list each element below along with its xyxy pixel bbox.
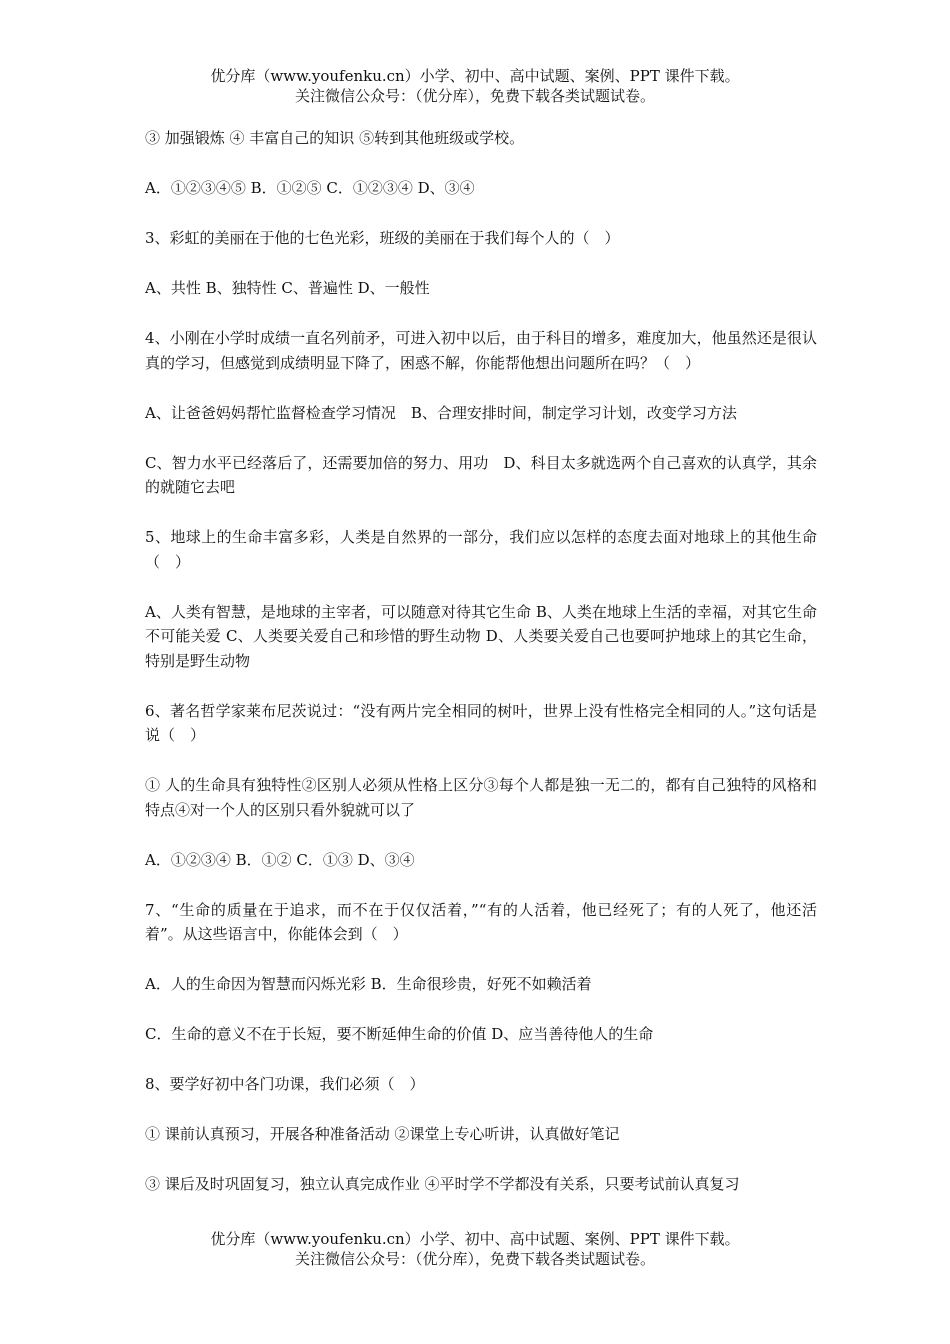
paragraph: C、智力水平已经落后了，还需要加倍的努力、用功 D、科目太多就选两个自己喜欢的认真学，其余的就随它去吧 [145, 453, 817, 496]
paragraph: A、共性 B、独特性 C、普遍性 D、一般性 [145, 279, 430, 297]
question-5: 5、地球上的生命丰富多彩，人类是自然界的一部分，我们应以怎样的态度去面对地球上的其他生命（ ） [145, 528, 817, 571]
footer-line-1: 优分库（www.youfenku.cn）小学、初中、高中试题、案例、PPT 课件下载。 [210, 1230, 740, 1248]
document-body [145, 126, 817, 1222]
paragraph: A、人类有智慧，是地球的主宰者，可以随意对待其它生命 B、人类在地球上生活的幸福，对其它生命不可能关爱 C、人类要关爱自己和珍惜的野生动物 D、人类要关爱自己也要呵护地球上的其它生命，特别是野生动物 [145, 602, 817, 670]
question-4: 4、小刚在小学时成绩一直名列前矛，可进入初中以后，由于科目的增多，难度加大，他虽然还是很认真的学习，但感觉到成绩明显下降了，困惑不解，你能帮他想出问题所在吗？（ ） [145, 329, 817, 372]
page-header [0, 66, 950, 106]
footer-line-2: 关注微信公众号：（优分库），免费下载各类试题试卷。 [294, 1250, 655, 1268]
question-7: 7、“生命的质量在于追求，而不在于仅仅活着，”“有的人活着，他已经死了；有的人死了，他还活着”。从这些语言中，你能体会到（ ） [145, 900, 817, 943]
paragraph: A．人的生命因为智慧而闪烁光彩 B．生命很珍贵，好死不如赖活着 [145, 975, 592, 993]
question-3: 3、彩虹的美丽在于他的七色光彩，班级的美丽在于我们每个人的（ ） [145, 229, 620, 247]
paragraph: ① 人的生命具有独特性②区别人必须从性格上区分③每个人都是独一无二的，都有自己独特的风格和特点④对一个人的区别只看外貌就可以了 [145, 776, 817, 819]
paragraph: C．生命的意义不在于长短，要不断延伸生命的价值 D、应当善待他人的生命 [145, 1025, 654, 1043]
question-6: 6、著名哲学家莱布尼茨说过：“没有两片完全相同的树叶，世界上没有性格完全相同的人。”这句话是说（ ） [145, 701, 817, 744]
paragraph: ③ 课后及时巩固复习，独立认真完成作业 ④平时学不学都没有关系，只要考试前认真复习 [145, 1175, 740, 1193]
paragraph: A、让爸爸妈妈帮忙监督检查学习情况 B、合理安排时间，制定学习计划，改变学习方法 [145, 403, 737, 422]
header-line-1: 优分库（www.youfenku.cn）小学、初中、高中试题、案例、PPT 课件下载。 [210, 67, 740, 85]
header-line-2: 关注微信公众号：（优分库），免费下载各类试题试卷。 [294, 87, 655, 105]
page-footer [0, 1229, 950, 1269]
paragraph: A．①②③④⑤ B．①②⑤ C．①②③④ D、③④ [145, 179, 475, 197]
question-8: 8、要学好初中各门功课，我们必须（ ） [145, 1075, 425, 1093]
paragraph: ③ 加强锻炼 ④ 丰富自己的知识 ⑤转到其他班级或学校。 [145, 129, 525, 147]
paragraph: A．①②③④ B．①② C．①③ D、③④ [145, 850, 415, 869]
paragraph: ① 课前认真预习，开展各种准备活动 ②课堂上专心听讲，认真做好笔记 [145, 1125, 620, 1143]
